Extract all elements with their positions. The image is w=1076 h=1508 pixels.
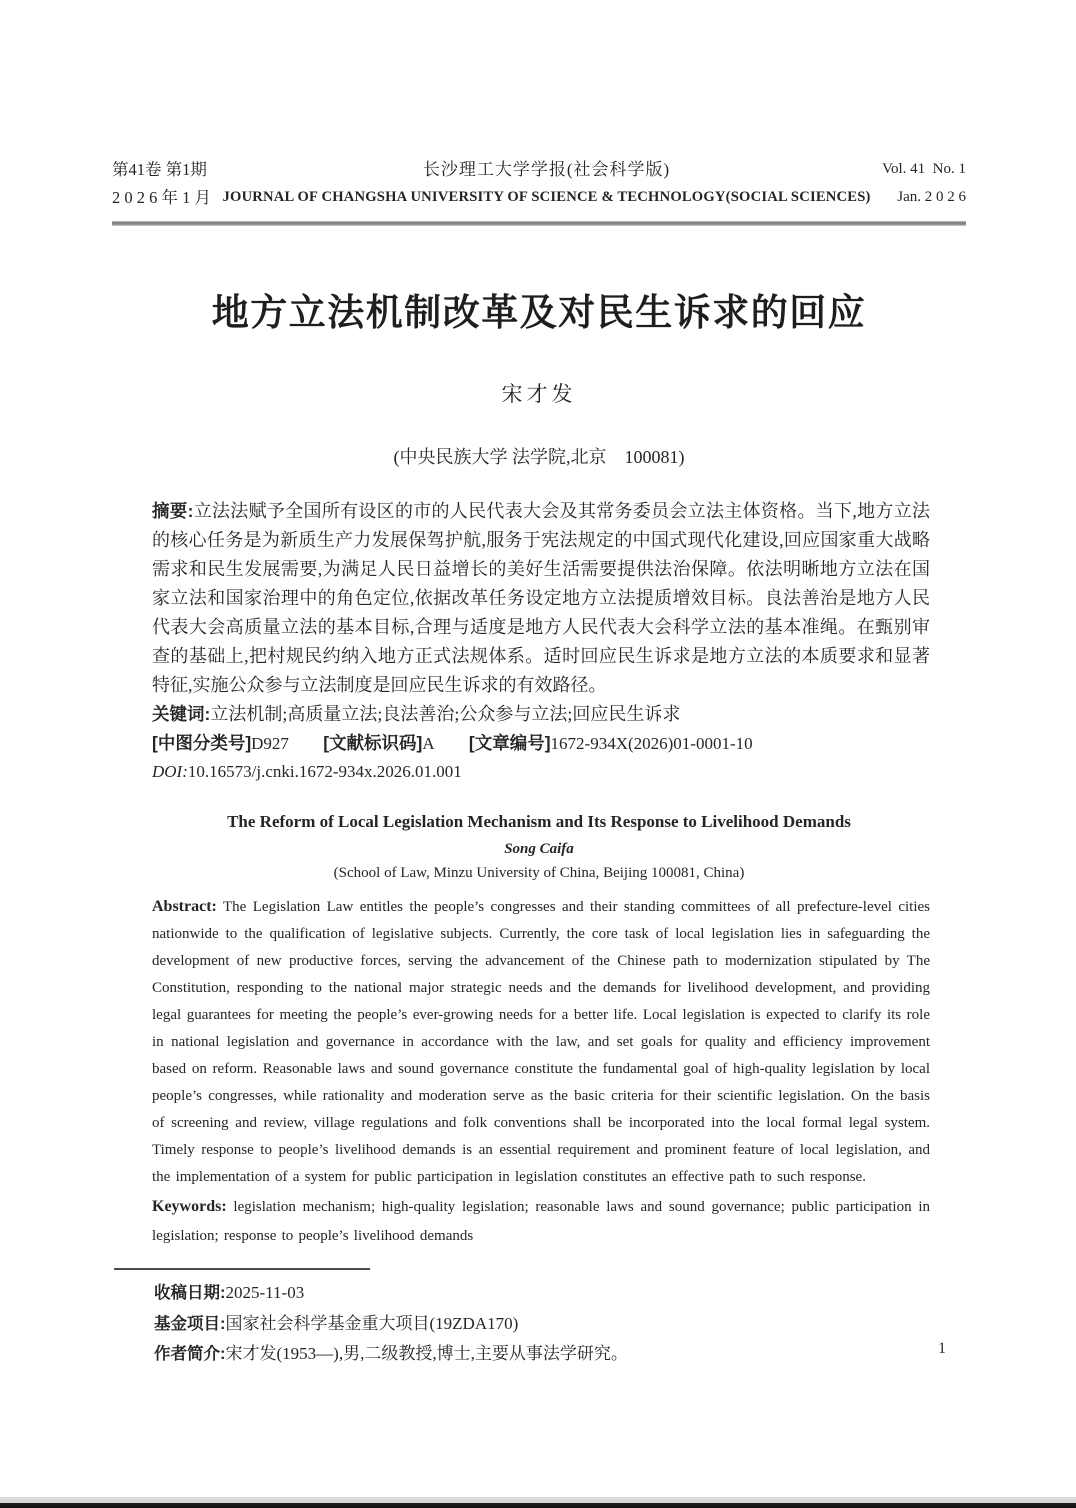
- journal-name-en: JOURNAL OF CHANGSHA UNIVERSITY OF SCIENCE & TECHNOLOGY(SOCIAL SCIENCES): [222, 189, 871, 205]
- doi-line: [152, 758, 930, 786]
- abstract-text-cn: 立法法赋予全国所有设区的市的人民代表大会及其常务委员会立法主体资格。当下,地方立法的核心任务是为新质生产力发展保驾护航,服务于宪法规定的中国式现代化建设,回应国家重大战略需求和民生发展需要,为满足人民日益增长的美好生活需要提供法治保障。依法明晰地方立法在国家立法和国家治理中的角色定位,依据改革任务设定地方立法提质增效目标。良法善治是地方人民代表大会高质量立法的基本目标,合理与适度是地方人民代表大会科学立法的基本准绳。在甄别审查的基础上,把村规民约纳入地方正式法规体系。适时回应民生诉求是地方立法的本质要求和显著特征,实施公众参与立法制度是回应民生诉求的有效路径。: [152, 501, 931, 695]
- clc-value: D927: [251, 734, 289, 753]
- affiliation-cn: (中央民族大学 法学院,北京 100081): [393, 447, 685, 467]
- chinese-abstract-block: [152, 497, 930, 786]
- doc-code-group: [323, 734, 434, 753]
- journal-masthead: [112, 156, 966, 212]
- funding-value: 国家社会科学基金重大项目(19ZDA170): [225, 1313, 519, 1333]
- keywords-label-en: Keywords:: [152, 1198, 227, 1215]
- clc-group: [152, 734, 289, 753]
- abstract-en: [152, 893, 930, 1191]
- masthead-center: [221, 156, 872, 212]
- author-bio-value: 宋才发(1953—),男,二级教授,博士,主要从事法学研究。: [225, 1344, 628, 1363]
- author-bio-label: 作者简介:: [154, 1345, 226, 1363]
- english-abstract-block: [152, 893, 930, 1251]
- doc-code-label: [文献标识码]: [323, 733, 423, 753]
- doi-value: 10.16573/j.cnki.1672-934x.2026.01.001: [187, 762, 462, 781]
- funding-line: [154, 1309, 966, 1340]
- doi-label: DOI:: [152, 762, 188, 781]
- issue-date-en: Jan. 2 0 2 6: [897, 189, 966, 205]
- affiliation-en: (School of Law, Minzu University of China, Beijing 100081, China): [333, 865, 745, 881]
- abstract-cn: [152, 497, 930, 700]
- footnotes: [154, 1278, 966, 1370]
- abstract-label-cn: 摘要:: [152, 501, 194, 521]
- received-date-line: [154, 1278, 966, 1309]
- abstract-label-en: Abstract:: [152, 898, 217, 915]
- journal-name-cn: 长沙理工大学学报(社会科学版): [422, 160, 671, 179]
- article-title-en: The Reform of Local Legislation Mechanism and Its Response to Livelihood Demands: [227, 812, 851, 831]
- keywords-text-cn: 立法机制;高质量立法;良法善治;公众参与立法;回应民生诉求: [210, 704, 681, 724]
- funding-label: 基金项目:: [154, 1314, 226, 1333]
- volume-info-en: Vol. 41 No. 1: [882, 161, 966, 177]
- received-date-value: 2025-11-03: [225, 1283, 305, 1302]
- keywords-cn: [152, 700, 930, 729]
- article-id-group: [469, 734, 753, 753]
- doc-code-value: A: [422, 734, 435, 753]
- keywords-en: [152, 1192, 930, 1251]
- keywords-text-en: legislation mechanism; high-quality legislation; reasonable laws and sound governance; public participation in legislation; response to people’s livelihood demands: [152, 1199, 930, 1244]
- author-name-en: Song Caifa: [504, 841, 574, 857]
- page-number: 1: [938, 1340, 946, 1357]
- classification-line: [152, 729, 930, 758]
- keywords-label-cn: 关键词:: [152, 704, 211, 724]
- received-date-label: 收稿日期:: [154, 1284, 226, 1302]
- article-id-label: [文章编号]: [468, 733, 551, 753]
- issue-info-cn: 第41卷 第1期: [112, 160, 207, 179]
- masthead-right: [882, 156, 966, 212]
- article-id-value: 1672-934X(2026)01-0001-10: [550, 734, 753, 753]
- scan-bottom-edge: [0, 1497, 1076, 1508]
- author-name-cn: 宋才发: [501, 382, 577, 406]
- issue-date-cn: 2 0 2 6 年 1 月: [112, 188, 211, 207]
- author-bio-line: [154, 1339, 966, 1370]
- footnote-divider: [114, 1268, 370, 1270]
- clc-label: [中图分类号]: [152, 733, 252, 753]
- masthead-rule: [112, 221, 966, 226]
- abstract-text-en: The Legislation Law entitles the people’s congresses and their standing committees of all prefecture-level cities nationwide to the qualification of legislative subjects. Currently, the core task of local legislation lies in safeguarding the development of new productive forces, serving the advancement of the Chinese path to modernization stipulated by The Constitution, responding to the national major strategic needs and the demands for livelihood development, and providing legal guarantees for meeting the people’s ever-growing needs for a better life. Local legislation is expected to clarify its role in national legislation and governance in accordance with the law, and set goals for quality and efficiency improvement based on reform. Reasonable laws and sound governance constitute the fundamental goal of high-quality legislation by local people’s congresses, while rationality and moderation serve as the basic criteria for their scientific legislation. On the basis of screening and review, village regulations and folk conventions shall be incorporated into the local formal legal system. Timely response to people’s livelihood demands is an essential requirement and prominent feature of local legislation, and the implementation of a system for public participation in legislation constitutes an effective path to such response.: [152, 899, 930, 1185]
- masthead-left: [112, 156, 211, 212]
- article-title-cn: 地方立法机制改革及对民生诉求的回应: [211, 292, 867, 333]
